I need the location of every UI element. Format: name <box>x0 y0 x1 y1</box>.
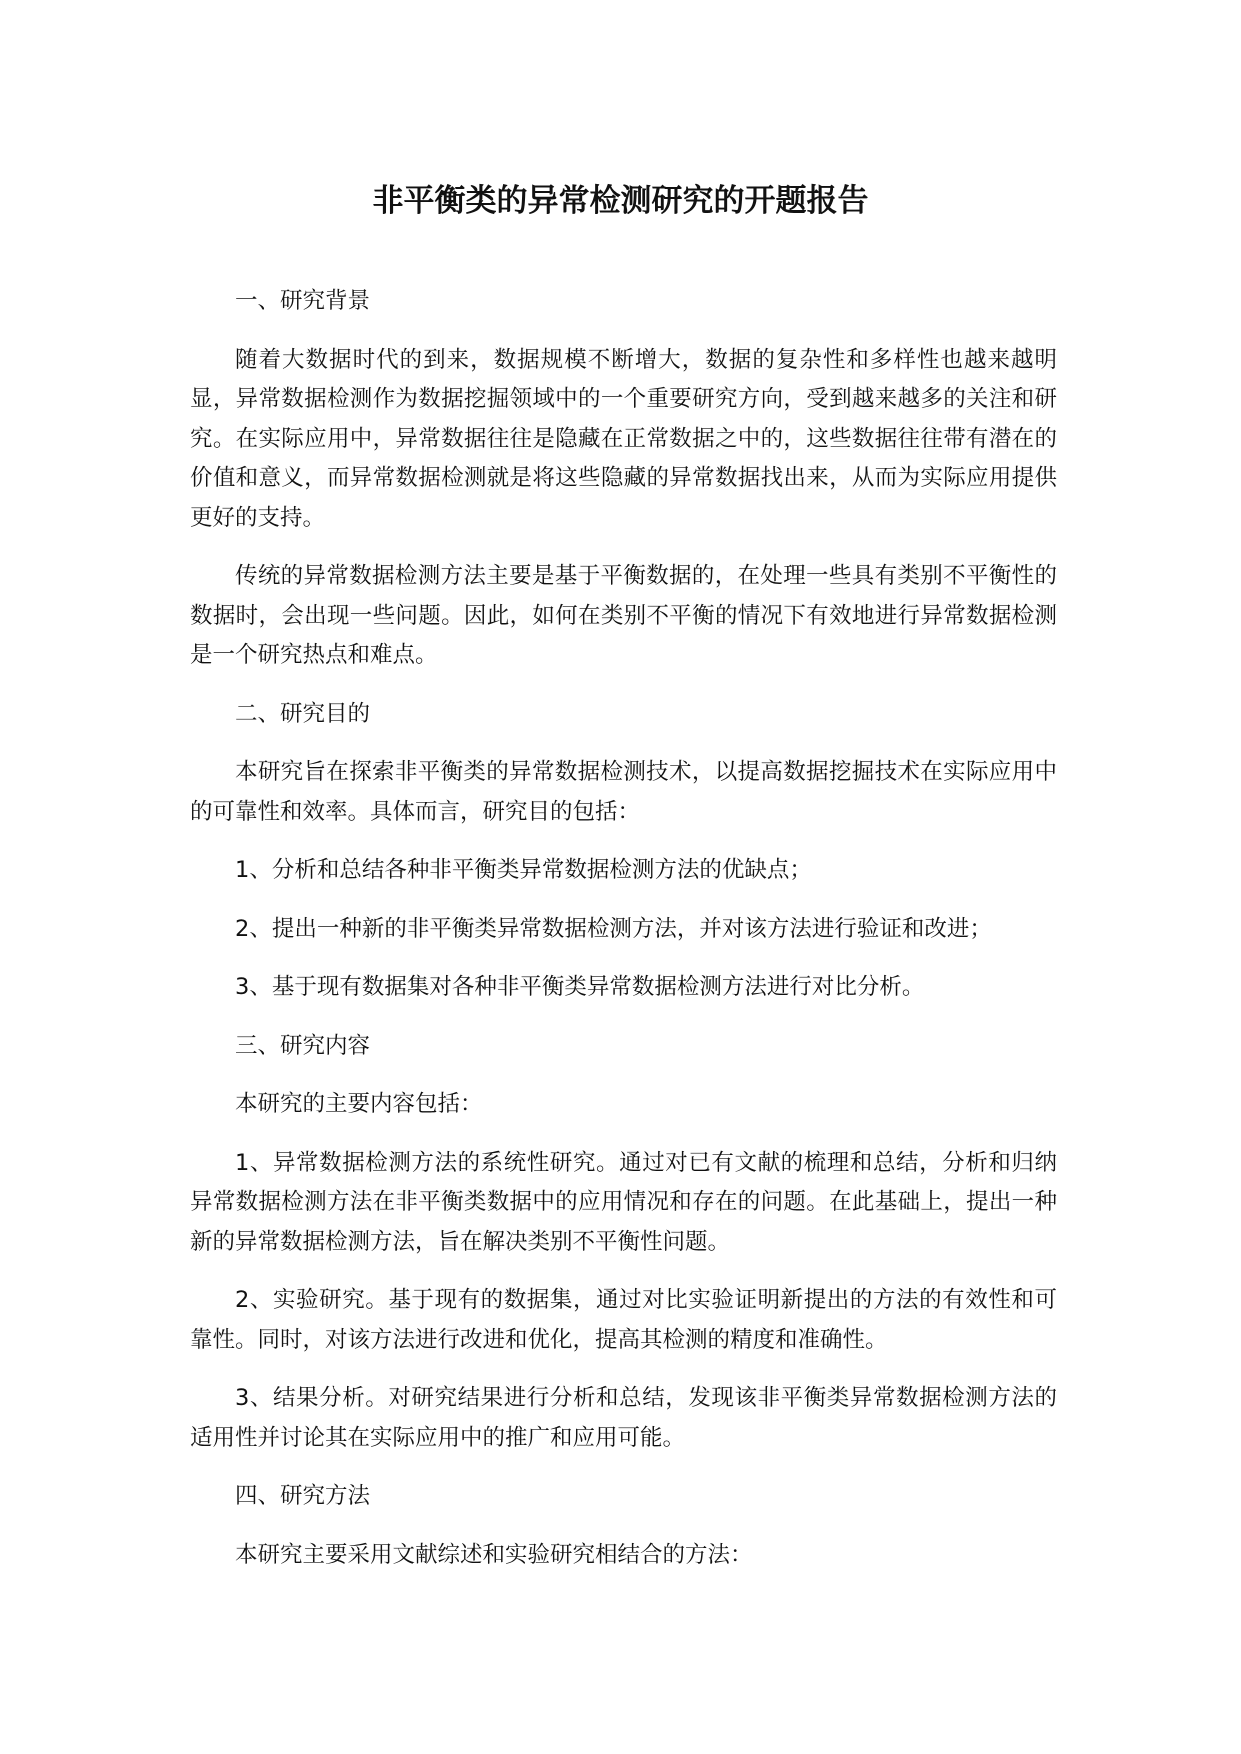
list-item: 3、基于现有数据集对各种非平衡类异常数据检测方法进行对比分析。 <box>235 974 925 1000</box>
list-item: 1、异常数据检测方法的系统性研究。通过对已有文献的梳理和总结，分析和归纳异常数据检测方法在非平衡类数据中的应用情况和存在的问题。在此基础上，提出一种新的异常数据检测方法，旨在解决类别不平衡性问题。 <box>190 1149 1057 1255</box>
paragraph: 传统的异常数据检测方法主要是基于平衡数据的，在处理一些具有类别不平衡性的数据时，会出现一些问题。因此，如何在类别不平衡的情况下有效地进行异常数据检测是一个研究热点和难点。 <box>190 563 1057 668</box>
paragraph: 本研究旨在探索非平衡类的异常数据检测技术，以提高数据挖掘技术在实际应用中的可靠性和效率。具体而言，研究目的包括： <box>190 759 1057 825</box>
list-item: 2、提出一种新的非平衡类异常数据检测方法，并对该方法进行验证和改进； <box>235 915 992 942</box>
paragraph: 随着大数据时代的到来，数据规模不断增大，数据的复杂性和多样性也越来越明显，异常数据检测作为数据挖掘领域中的一个重要研究方向，受到越来越多的关注和研究。在实际应用中，异常数据往往是隐藏在正常数据之中的，这些数据往往带有潜在的价值和意义，而异常数据检测就是将这些隐藏的异常数据找出来，从而为实际应用提供更好的支持。 <box>190 346 1057 531</box>
paragraph: 本研究主要采用文献综述和实验研究相结合的方法： <box>235 1541 753 1568</box>
document-body <box>190 282 1057 1594</box>
document-title: 非平衡类的异常检测研究的开题报告 <box>372 183 869 219</box>
list-item: 2、实验研究。基于现有的数据集，通过对比实验证明新提出的方法的有效性和可靠性。同时，对该方法进行改进和优化，提高其检测的精度和准确性。 <box>190 1287 1057 1353</box>
heading-research-method: 四、研究方法 <box>235 1483 371 1509</box>
heading-research-background: 一、研究背景 <box>235 288 371 314</box>
heading-research-content: 三、研究内容 <box>235 1032 371 1059</box>
heading-research-purpose: 二、研究目的 <box>235 700 371 727</box>
paragraph: 本研究的主要内容包括： <box>235 1091 483 1117</box>
list-item: 1、分析和总结各种非平衡类异常数据检测方法的优缺点； <box>235 857 812 883</box>
list-item: 3、结果分析。对研究结果进行分析和总结，发现该非平衡类异常数据检测方法的适用性并讨论其在实际应用中的推广和应用可能。 <box>190 1385 1057 1451</box>
